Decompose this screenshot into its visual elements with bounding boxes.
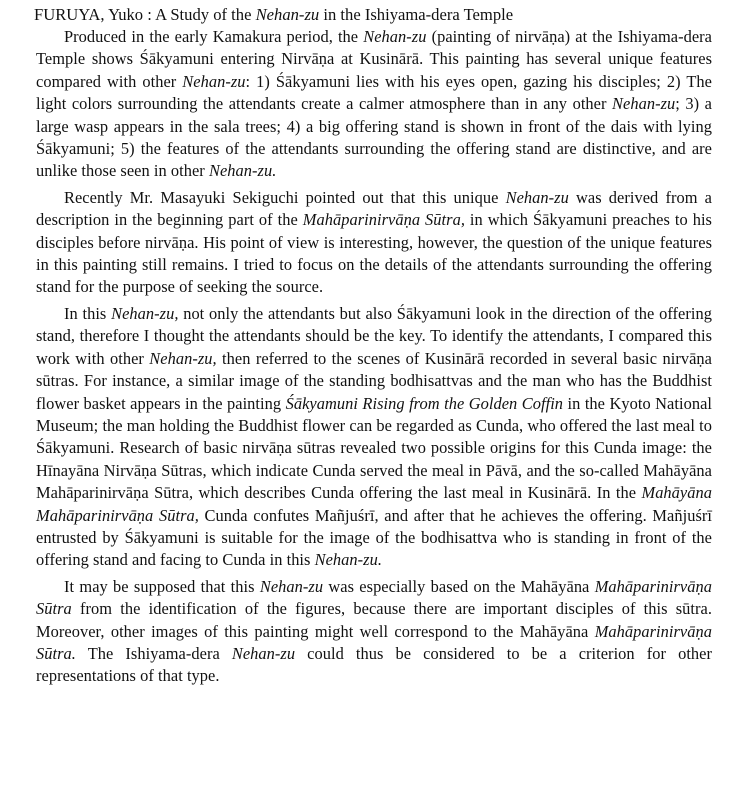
text-run: : 1) Śākyamuni lies with his eyes open, gazing his disciples; 2) The light colors surrounding the attendants create a calmer atmosphere than in any other	[36, 71, 712, 114]
text-run: It may be supposed that this	[64, 576, 260, 596]
italic-text-run: Mahāyāna Mahāparinirvāṇa Sūtra,	[36, 483, 712, 525]
text-run: (painting of nirvāṇa) at the Ishiyama-dera Temple shows Śākyamuni entering Nirvāṇa at Kusinārā. This painting has several unique features compared with other	[36, 27, 712, 91]
abstract-body	[36, 26, 712, 688]
italic-text-run: Mahāparinirvāṇa Sūtra.	[36, 621, 712, 663]
text-run: in which Śākyamuni preaches to his disciples before nirvāṇa. His point of view is interesting, however, the question of the unique features in this painting still remains. I tried to focus on the details of the attendants surrounding the offering stand for the purpose of seeking the source.	[36, 210, 712, 297]
text-run: was especially based on the Mahāyāna	[323, 576, 595, 596]
abstract-paragraph	[36, 26, 712, 183]
text-run: in the Kyoto National Museum; the man holding the Buddhist flower can be regarded as Cunda, who offered the last meal to Śākyamuni. Research of basic nirvāṇa sūtras revealed two possible origins for this Cunda image: the Hīnayāna Nirvāṇa Sūtras, which indicate Cunda served the meal in Pāvā, and the so-called Mahāyāna Mahāparinirvāṇa Sūtra, which describes Cunda offering the last meal in Kusinārā. In the	[36, 393, 712, 503]
text-run: Cunda confutes Mañjuśrī, and after that he achieves the offering. Mañjuśrī entrusted by Śākyamuni is suitable for the image of the bodhisattva who is standing in front of the offering stand and facing to Cunda in this	[36, 505, 712, 570]
article-heading	[34, 4, 712, 26]
text-run: FURUYA, Yuko : A Study of the	[34, 5, 256, 24]
text-run: In this	[64, 303, 112, 323]
text-run: Recently Mr. Masayuki Sekiguchi pointed out that this unique	[64, 187, 506, 207]
text-run: from the identification of the figures, because there are important disciples of this sūtra. Moreover, other images of this painting might well correspond to the Mahāyāna	[36, 599, 712, 641]
text-run: Produced in the early Kamakura period, the	[64, 27, 364, 46]
italic-text-run: Nehan-zu.	[208, 161, 277, 181]
italic-text-run: Nehan-zu.	[314, 550, 382, 570]
text-run: was derived from a description in the beginning part of the	[36, 187, 712, 230]
italic-text-run: Nehan-zu,	[149, 348, 217, 368]
italic-text-run: Mahāparinirvāṇa Sūtra	[36, 576, 712, 619]
italic-text-run: Mahāparinirvāṇa Sūtra,	[302, 210, 465, 230]
abstract-paragraph	[36, 187, 712, 299]
italic-text-run: Nehan-zu,	[111, 303, 179, 323]
italic-text-run: Nehan-zu	[231, 643, 296, 663]
abstract-paragraph	[36, 576, 712, 688]
italic-text-run: Nehan-zu	[505, 187, 569, 207]
text-run: The Ishiyama-dera	[75, 643, 232, 663]
italic-text-run: Śākyamuni Rising from the Golden Coffin	[285, 393, 564, 413]
italic-text-run: Nehan-zu	[612, 94, 676, 114]
text-run: not only the attendants but also Śākyamuni look in the direction of the offering stand, therefore I thought the attendants should be the key. To identify the attendants, I compared this work with other	[36, 303, 712, 368]
italic-text-run: Nehan-zu	[255, 5, 320, 24]
text-run: in the Ishiyama-dera Temple	[319, 5, 514, 24]
text-run: ; 3) a large wasp appears in the sala trees; 4) a big offering stand is shown in front of the dais with lying Śākyamuni; 5) the features of the attendants surrounding the offering stand are distinctive, and are unlike those seen in other	[36, 94, 712, 181]
abstract-paragraph	[36, 303, 712, 572]
abstract-page	[36, 4, 712, 688]
italic-text-run: Nehan-zu	[259, 576, 324, 596]
text-run: then referred to the scenes of Kusinārā recorded in several basic nirvāṇa sūtras. For instance, a similar image of the standing bodhisattvas and the man who has the Buddhist flower basket appears in the painting	[36, 348, 712, 413]
italic-text-run: Nehan-zu	[363, 27, 427, 46]
italic-text-run: Nehan-zu	[182, 71, 246, 91]
text-run: could thus be considered to be a criterion for other representations of that type.	[36, 643, 712, 686]
